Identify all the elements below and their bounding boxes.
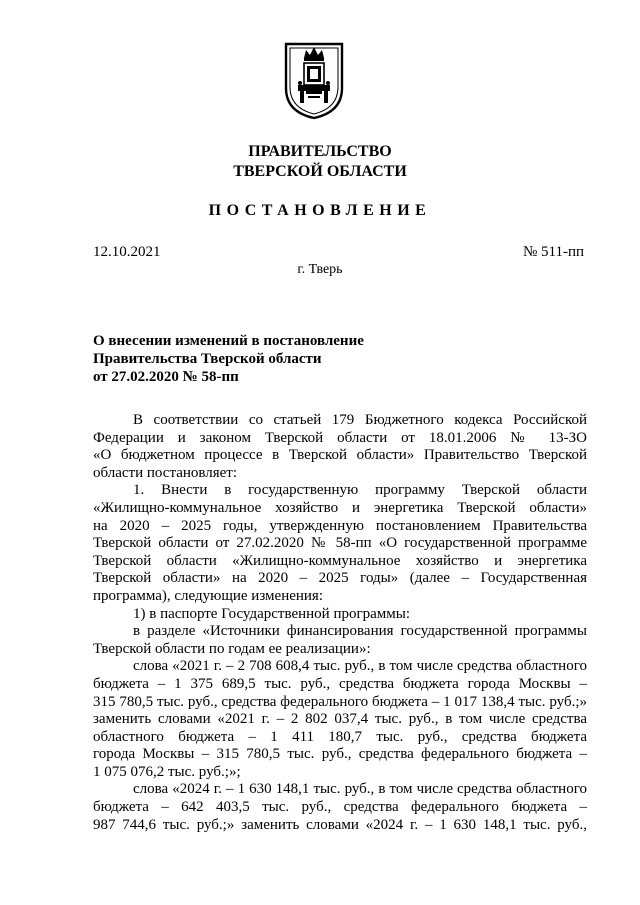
government-name — [0, 142, 640, 182]
subject-line: Правительства Тверской области — [93, 351, 322, 367]
body-line: 315 780,5 тыс. руб., средства федерального бюджета – 1 017 138,4 тыс. руб.;» — [93, 693, 587, 710]
government-name-line1: ПРАВИТЕЛЬСТВО — [248, 143, 392, 160]
document-body — [93, 412, 587, 834]
document-number: № 511-пп — [522, 244, 584, 260]
body-line: «Жилищно-коммунальное хозяйство и энергетика Тверской области» — [93, 499, 587, 516]
body-line: областного бюджета – 1 411 180,7 тыс. руб., средства бюджета — [93, 728, 587, 745]
tver-coat-of-arms-icon — [282, 40, 346, 120]
body-line: области постановляет: — [93, 464, 238, 481]
body-line: Тверской области» на 2020 – 2025 годы» (далее – Государственная — [93, 570, 587, 587]
body-line: заменить словами «2021 г. – 2 802 037,4 тыс. руб., в том числе средства — [93, 711, 587, 728]
body-line: в разделе «Источники финансирования государственной программы — [133, 623, 587, 640]
body-line: на 2020 – 2025 годы, утвержденную постановлением Правительства — [93, 517, 587, 534]
body-line: бюджета – 642 403,5 тыс. руб., средства федерального бюджета – — [93, 799, 587, 816]
body-line: слова «2021 г. – 2 708 608,4 тыс. руб., в том числе средства областного — [133, 658, 587, 675]
body-line: Тверской области от 27.02.2020 № 58-пп «О государственной программе — [93, 535, 587, 552]
document-city: г. Тверь — [297, 262, 343, 277]
body-line: 1 075 076,2 тыс. руб.;»; — [93, 763, 241, 780]
government-name-line2: ТВЕРСКОЙ ОБЛАСТИ — [233, 163, 407, 180]
body-line: В соответствии со статьей 179 Бюджетного кодекса Российской — [133, 412, 587, 428]
subject-line: от 27.02.2020 № 58-пп — [93, 369, 239, 385]
body-line: 1. Внести в государственную программу Тверской области — [133, 482, 587, 499]
document-date: 12.10.2021 — [93, 244, 161, 260]
body-line: города Москвы – 315 780,5 тыс. руб., средства федерального бюджета – — [93, 746, 587, 763]
body-line: слова «2024 г. – 1 630 148,1 тыс. руб., в том числе средства областного — [133, 781, 587, 798]
body-line: 987 744,6 тыс. руб.;» заменить словами «2024 г. – 1 630 148,1 тыс. руб., — [93, 816, 587, 833]
document-type-title: ПОСТАНОВЛЕНИЕ — [208, 202, 432, 219]
body-line: «О бюджетном процессе в Тверской области» Правительство Тверской — [93, 447, 587, 464]
body-line: Тверской области «Жилищно-коммунальное хозяйство и энергетика — [93, 552, 587, 569]
body-line: бюджета – 1 375 689,5 тыс. руб., средства бюджета города Москвы – — [93, 675, 587, 692]
body-line: Федерации и законом Тверской области от 18.01.2006 № 13-ЗО — [93, 429, 587, 446]
body-line: программа), следующие изменения: — [93, 587, 323, 604]
document-subject — [93, 332, 364, 386]
body-line: Тверской области по годам ее реализации»: — [93, 640, 371, 657]
subject-line: О внесении изменений в постановление — [93, 333, 364, 349]
body-line: 1) в паспорте Государственной программы: — [133, 605, 411, 622]
